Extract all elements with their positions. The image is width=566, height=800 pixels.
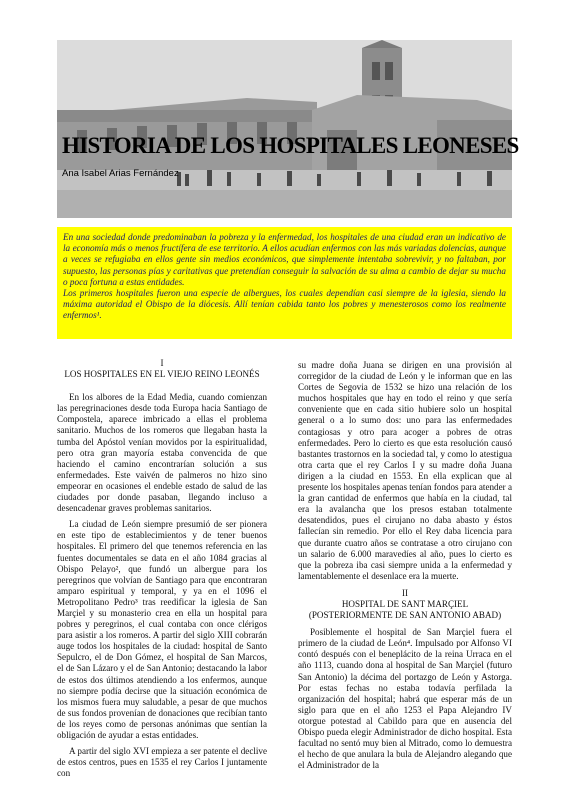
abstract-paragraph: En una sociedad donde predominaban la pobreza y la enfermedad, los hospitales de una ciudad eran un indicativo de la economía más o menos fructífera de ese territorio. A ellos acudían enfermos con las más variadas dolencias, aunque a veces se refugiaba en ellos gente sin medios económicos, que simplemente intentaba sobrevivir, y no faltaban, por supuesto, las personas pías y caritativas que pretendían conseguir la salvación de su alma a cambio de dejar su mucha o poca fortuna a estas entidades. — [63, 232, 506, 287]
body-paragraph: En los albores de la Edad Media, cuando comienzan las peregrinaciones desde toda Europa hacia Santiago de Compostela, aparece imbricado a ellas el problema sanitario. Muchos de los romeros que llegaban hasta la tumba del Apóstol venían movidos por la espiritualidad, pero otra gran mayoría estaba convencida de que haciendo el camino encontrarían solución a sus enfermedades. Este vaivén de palmeros no hizo sino empeorar en ocasiones el endeble estado de salud de las ciudades por donde pasaban, llegando incluso a desencadenar graves problemas sanitarios. — [57, 392, 267, 514]
body-paragraph: La ciudad de León siempre presumió de ser pionera en este tipo de establecimientos y de tener buenos hospitales. El primero del que tenemos referencia en las fuentes documentales se data en el año 1084 gracias al Obispo Pelayo², que fundó un albergue para los peregrinos que volvían de Santiago para que encontraran amparo espiritual y temporal, y ya en el 1096 el Metropolitano Pedro³ tras reedificar la iglesia de San Marçiel y su monasterio crea en ella un hospital para pobres y peregrinos, el cual contaba con once clérigos para asistir a los romeros. A partir del siglo XIII cobrarán auge todos los hospitales de la ciudad: hospital de Santo Sepulcro, el de Don Gómez, el hospital de San Marcos, el de San Lázaro y el de San Antonio; destacando la labor de estos dos últimos atendiendo a los enfermos, aunque no siempre podía decirse que la situación económica de los mismos fuera muy saludable, a pesar de que muchos de sus fondos provenían de donaciones que recibían tanto de los reyes como de personas anónimas que sentían la obligación de ayudar a estas entidades. — [57, 519, 267, 740]
article-title: HISTORIA DE LOS HOSPITALES LEONESES — [62, 133, 519, 158]
section-subtitle: (POSTERIORMENTE DE SAN ANTONIO ABAD) — [308, 610, 502, 621]
section-heading — [298, 588, 512, 621]
abstract-box — [57, 227, 512, 339]
section-number: II — [401, 587, 409, 598]
left-column — [57, 358, 267, 779]
historic-hospital-image — [57, 40, 519, 218]
body-paragraph: Posiblemente el hospital de San Marçiel fuera el primero de la ciudad de León⁴. Impulsado por Alfonso VI contó después con el beneplácito de la reina Urraca en el año 1113, cuando dona al hospital de San Marçiel (futuro San Antonio) la décima del portazgo de León y Astorga. Por estas fechas no estaba todavía perfilada la organización del hospital; habrá que esperar más de un siglo para que en el año 1253 el Papa Alejandro IV otorgue potestad al Cabildo para que en ausencia del Obispo pueda elegir Administrador de dicho hospital. Esta facultad no sentó muy bien al Mitrado, como lo demuestra el hecho de que anulara la bula de Alejandro alegando que el Administrador de la — [298, 627, 512, 771]
abstract-paragraph: Los primeros hospitales fueron una especie de albergues, los cuales dependían casi siempre de la iglesia, siendo la máxima autoridad el Obispo de la diócesis. Allí tenían cabida tanto los pobres y menesterosos como los realmente enfermos¹. — [63, 288, 506, 321]
section-number: I — [160, 358, 164, 368]
section-title: HOSPITAL DE SANT MARÇIEL — [341, 598, 469, 609]
body-paragraph: A partir del siglo XVI empieza a ser patente el declive de estos centros, pues en 1535 el rey Carlos I juntamente con — [57, 746, 267, 779]
header-photograph — [57, 40, 519, 218]
section-title: LOS HOSPITALES EN EL VIEJO REINO LEONÉS — [64, 369, 260, 380]
right-column — [298, 360, 512, 771]
body-paragraph: su madre doña Juana se dirigen en una provisión al corregidor de la ciudad de León y le informan que en las Cortes de Segovia de 1532 se hizo una relación de los muchos hospitales que hay en todo el reino y que sería conveniente que en cada sitio hubiere solo un hospital general o a lo sumo dos: uno para las enfermedades contagiosas y otro para acoger a pobres de otras enfermedades. Pero lo cierto es que esta resolución causó bastantes trastornos en la sociedad tal, y como lo atestigua otra carta que el rey Carlos I y su madre doña Juana dirigen a la ciudad en 1553. En ella explican que al presente los hospitales apenas tenían fondos para atender a la gran cantidad de enfermos que había en la ciudad, tal era la avalancha que los presos estaban totalmente desatendidos, pues el cirujano no daba abasto y éstos fallecían sin remedio. Por ello el Rey daba licencia para que durante cuatro años se contratase a otro cirujano con un salario de 6.000 maravedíes al año, pues lo cierto es que la pobreza iba casi siempre unida a la enfermedad y lamentablemente el desenlace era la muerte. — [298, 360, 512, 581]
article-author: Ana Isabel Arias Fernández — [62, 168, 179, 179]
section-heading — [57, 358, 267, 380]
